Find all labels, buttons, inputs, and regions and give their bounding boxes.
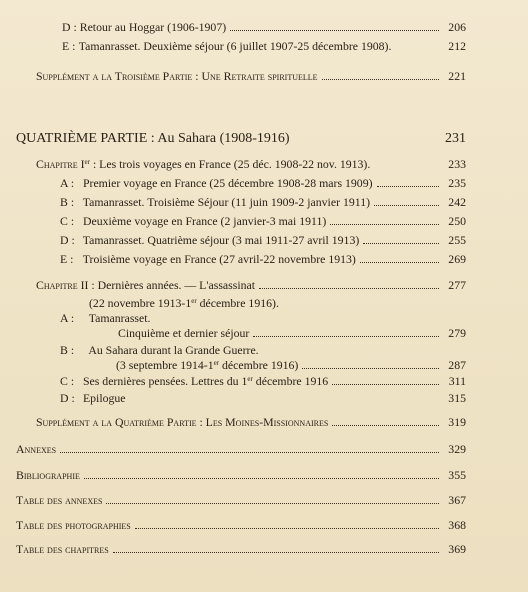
toc-letter: D : [60, 391, 75, 405]
page-number: 231 [445, 131, 466, 146]
toc-entry-table-annexes [16, 493, 466, 508]
page-number: 329 [448, 442, 466, 456]
superscript: er [213, 359, 220, 367]
toc-text: Annexes [16, 442, 57, 456]
toc-entry-label [60, 233, 359, 248]
dot-leader [330, 224, 439, 225]
toc-text: Deuxième voyage en France (2 janvier-3 mai 1911) [82, 214, 327, 228]
toc-text: Tamanrasset. [88, 311, 151, 325]
toc-entry-bibliographie [16, 468, 466, 483]
page-number: 212 [448, 39, 466, 53]
toc-entry-label [62, 39, 391, 54]
toc-entry-ch1-b [60, 195, 466, 210]
page-number: 206 [448, 20, 466, 34]
toc-letter: E : [62, 39, 76, 53]
toc-entry-label [36, 278, 255, 293]
dot-leader [377, 186, 439, 187]
toc-entry-label [36, 157, 370, 172]
page-number: 233 [448, 157, 466, 171]
dot-leader [259, 288, 439, 289]
toc-entry-ch2-a-line1 [60, 311, 151, 326]
toc-entry-label [116, 358, 298, 373]
toc-entry-label [62, 20, 226, 35]
toc-entry-ch1-d [60, 233, 466, 248]
toc-entry-chapter-2-line2 [89, 296, 279, 311]
page-number: 315 [448, 391, 466, 405]
page-number: 269 [448, 252, 466, 266]
page-number: 250 [448, 214, 466, 228]
toc-entry-table-chapitres [16, 542, 466, 557]
toc-entry-supplement-4 [36, 415, 466, 430]
dot-leader [84, 478, 439, 479]
superscript: er [84, 158, 90, 166]
page-number: 279 [448, 326, 466, 340]
dot-leader [106, 503, 439, 504]
toc-text: Table des annexes [16, 493, 103, 507]
toc-entry-label [60, 252, 356, 267]
superscript: er [191, 297, 197, 305]
toc-text: décembre 1916 [252, 374, 329, 388]
page-number: 255 [448, 233, 466, 247]
toc-entry-part3-d [62, 20, 466, 35]
toc-entry-chapter-2 [36, 278, 466, 293]
toc-text: Supplément a la Quatrième Partie : Les Moines-Missionnaires [36, 415, 329, 429]
toc-text: Ses dernières pensées. Lettres du 1 [82, 374, 248, 388]
toc-text: (3 septembre 1914-1 [116, 358, 214, 372]
toc-letter: D : [60, 233, 75, 247]
toc-text: Tamanrasset. Troisième Séjour (11 juin 1909-2 janvier 1911) [82, 195, 371, 209]
page-number: 235 [448, 176, 466, 190]
toc-letter: B : [60, 195, 75, 209]
toc-entry-ch2-b-line1 [60, 343, 259, 358]
dot-leader [253, 336, 439, 337]
toc-text: Retour au Hoggar (1906-1907) [79, 20, 227, 34]
toc-entry-part3-e [62, 39, 466, 54]
toc-letter: B : [60, 343, 75, 357]
toc-entry-ch2-a-line2 [118, 326, 466, 341]
toc-text: Cinquième et dernier séjour [118, 326, 250, 340]
toc-entry-ch2-b-line2 [116, 358, 466, 373]
part-heading: QUATRIÈME PARTIE : Au Sahara (1908-1916) [16, 131, 290, 146]
toc-entry-label [60, 214, 326, 229]
dot-leader [230, 30, 439, 31]
toc-text: décembre 1916). [196, 296, 279, 310]
page-number: 319 [448, 415, 466, 429]
toc-letter: A : [60, 311, 75, 325]
dot-leader [374, 205, 439, 206]
toc-text: Supplément a la Troisième Partie : Une Retraite spirituelle [36, 69, 318, 83]
chapter-prefix: Chapitre I [36, 157, 85, 171]
page-number: 311 [448, 374, 466, 388]
toc-entry-ch1-c [60, 214, 466, 229]
toc-entry-annexes [16, 442, 466, 457]
toc-text: Table des chapitres [16, 542, 109, 556]
toc-entry-ch2-d [60, 391, 466, 406]
toc-entry-ch1-e [60, 252, 466, 267]
toc-entry-table-photos [16, 518, 466, 533]
toc-entry-ch2-c [60, 374, 466, 389]
page-number: 277 [448, 278, 466, 292]
toc-letter: C : [60, 374, 75, 388]
toc-text: : Les trois voyages en France (25 déc. 1908-22 nov. 1913). [92, 157, 371, 171]
page-number: 221 [448, 69, 466, 83]
dot-leader [360, 262, 439, 263]
toc-entry-label [60, 176, 373, 191]
toc-text: Tamanrasset. Quatrième séjour (3 mai 1911-27 avril 1913) [82, 233, 360, 247]
toc-text: Premier voyage en France (25 décembre 1908-28 mars 1909) [82, 176, 373, 190]
toc-text: Au Sahara durant la Grande Guerre. [88, 343, 259, 357]
toc-entry-label [60, 374, 328, 389]
page-number: 367 [448, 493, 466, 507]
toc-text: (22 novembre 1913-1 [89, 296, 192, 310]
page-number: 368 [448, 518, 466, 532]
toc-entry-ch1-a [60, 176, 466, 191]
toc-entry-label [60, 195, 370, 210]
dot-leader [302, 368, 439, 369]
toc-entry-supplement-3 [36, 69, 466, 84]
toc-letter: C : [60, 214, 75, 228]
toc-text: décembre 1916) [219, 358, 299, 372]
dot-leader [135, 528, 439, 529]
page-number: 355 [448, 468, 466, 482]
toc-entry-chapter-1 [36, 157, 466, 172]
chapter-prefix: Chapitre II [36, 278, 89, 292]
dot-leader [60, 452, 439, 453]
page-number: 369 [448, 542, 466, 556]
toc-text: Tamanrasset. Deuxième séjour (6 juillet 1907-25 décembre 1908). [78, 39, 392, 53]
toc-text: Troisième voyage en France (27 avril-22 novembre 1913) [82, 252, 356, 266]
dot-leader [113, 552, 439, 553]
toc-entry-part4 [16, 131, 466, 147]
toc-letter: D : [62, 20, 77, 34]
superscript: er [247, 375, 253, 383]
dot-leader [363, 243, 439, 244]
toc-letter: A : [60, 176, 75, 190]
toc-text: : Dernières années. — L'assassinat [91, 278, 256, 292]
toc-entry-label [60, 391, 126, 406]
page-number: 242 [448, 195, 466, 209]
toc-text: Table des photographies [16, 518, 131, 532]
toc-letter: E : [60, 252, 74, 266]
dot-leader [322, 79, 439, 80]
toc-text: Bibliographie [16, 468, 80, 482]
dot-leader [332, 384, 439, 385]
dot-leader [332, 425, 439, 426]
toc-text: Epilogue [82, 391, 126, 405]
page-number: 287 [448, 358, 466, 372]
